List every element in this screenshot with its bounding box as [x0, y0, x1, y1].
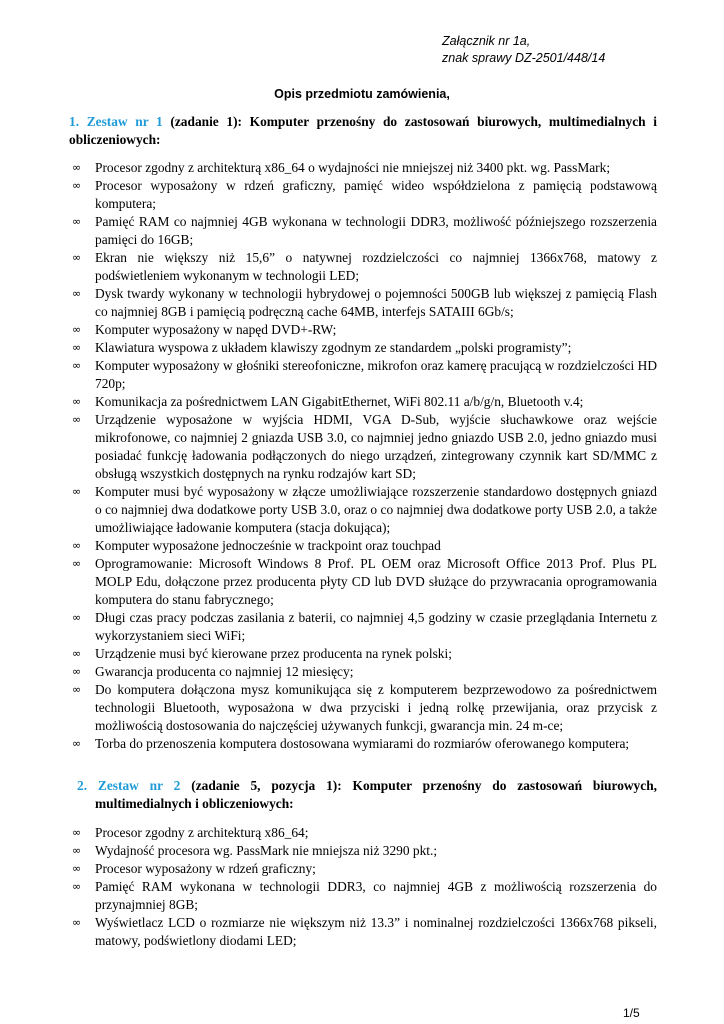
spec-list-item [0, 339, 657, 357]
attachment-number: Załącznik nr 1a, [442, 34, 531, 48]
spec-list-item [0, 681, 657, 735]
spec-list-item [0, 824, 657, 842]
spec-list-item [0, 321, 657, 339]
bullet-icon: ∞ [72, 844, 82, 857]
bullet-icon: ∞ [72, 215, 82, 228]
bullet-icon: ∞ [72, 880, 82, 893]
spec-text: Gwarancja producenta co najmniej 12 miesięcy; [95, 664, 354, 679]
section-1-spec-list [0, 159, 724, 753]
spec-list-item [0, 842, 657, 860]
bullet-icon: ∞ [72, 665, 82, 678]
spec-list-item [0, 914, 657, 950]
section-2-heading [77, 777, 657, 813]
spec-text: Pamięć RAM wykonana w technologii DDR3, co najmniej 4GB z możliwością rozszerzenia do przynajmniej 8GB; [95, 879, 657, 912]
bullet-icon: ∞ [72, 683, 82, 696]
spec-text: Wyświetlacz LCD o rozmiarze nie większym niż 13.3” i nominalnej rozdzielczości 1366x768 pikseli, matowy, podświetlony diodami LED; [95, 915, 657, 948]
spec-text: Długi czas pracy podczas zasilania z baterii, co najmniej 4,5 godziny w czasie przeglądania Internetu z wykorzystaniem sieci WiFi; [95, 610, 657, 643]
bullet-icon: ∞ [72, 161, 82, 174]
bullet-icon: ∞ [72, 611, 82, 624]
bullet-icon: ∞ [72, 539, 82, 552]
spec-text: Klawiatura wyspowa z układem klawiszy zgodnym ze standardem „polski programisty”; [95, 340, 572, 355]
spec-text: Procesor wyposażony w rdzeń graficzny; [95, 861, 316, 876]
section-2-number: 2. Zestaw nr 2 [77, 778, 181, 793]
section-2-description: (zadanie 5, pozycja 1): Komputer przenośny do zastosowań biurowych, multimedialnych i obliczeniowych: [95, 778, 657, 811]
spec-text: Torba do przenoszenia komputera dostosowana wymiarami do rozmiarów oferowanego komputera; [95, 736, 630, 751]
case-reference: znak sprawy DZ-2501/448/14 [442, 51, 606, 65]
bullet-icon: ∞ [72, 395, 82, 408]
spec-text: Komputer musi być wyposażony w złącze umożliwiające rozszerzenie standardowo dostępnych gniazd o co najmniej dwa dodatkowe porty USB 3.0, oraz o co najmniej dwa dodatkowe porty USB 2.0, a także umożliwiające ładowanie komputera (stacja dokująca); [95, 484, 657, 535]
bullet-icon: ∞ [72, 287, 82, 300]
attachment-header [442, 33, 605, 67]
spec-list-item [0, 860, 657, 878]
bullet-icon: ∞ [72, 359, 82, 372]
section-1-heading [69, 113, 657, 149]
bullet-icon: ∞ [72, 323, 82, 336]
spec-text: Do komputera dołączona mysz komunikująca się z komputerem bezprzewodowo za pośrednictwem technologii Bluetooth, wyposażona w dwa przyciski i jedną rolkę przewijania, oraz przycisk z możliwością dostosowania do najczęściej używanych funkcji, gwarancja min. 24 m-ce; [95, 682, 657, 733]
spec-text: Komunikacja za pośrednictwem LAN GigabitEthernet, WiFi 802.11 a/b/g/n, Bluetooth v.4; [95, 394, 584, 409]
spec-text: Procesor wyposażony w rdzeń graficzny, pamięć wideo współdzielona z pamięcią podstawową komputera; [95, 178, 657, 211]
bullet-icon: ∞ [72, 826, 82, 839]
bullet-icon: ∞ [72, 413, 82, 426]
spec-text: Dysk twardy wykonany w technologii hybrydowej o pojemności 500GB lub większej z pamięcią Flash co najmniej 8GB i pamięcią podręczną cache 64MB, interfejs SATAIII 6Gb/s; [95, 286, 657, 319]
spec-text: Ekran nie większy niż 15,6” o natywnej rozdzielczości co najmniej 1366x768, matowy z podświetleniem wykonanym w technologii LED; [95, 250, 657, 283]
bullet-icon: ∞ [72, 647, 82, 660]
spec-list-item [0, 159, 657, 177]
spec-text: Urządzenie musi być kierowane przez producenta na rynek polski; [95, 646, 452, 661]
bullet-icon: ∞ [72, 341, 82, 354]
spec-list-item [0, 555, 657, 609]
spec-list-item [0, 249, 657, 285]
spec-text: Urządzenie wyposażone w wyjścia HDMI, VGA D-Sub, wyjście słuchawkowe oraz wejście mikrofonowe, co najmniej 2 gniazda USB 3.0, co najmniej jedno gniazdo USB 2.0, jedno gniazdo musi posiadać funkcję ładowania podłączonych do niego urządzeń, zintegrowany czynnik kart SD/MMC z obsługą wszystkich dostępnych na rynku rodzajów kart SD; [95, 412, 657, 481]
bullet-icon: ∞ [72, 251, 82, 264]
spec-text: Oprogramowanie: Microsoft Windows 8 Prof. PL OEM oraz Microsoft Office 2013 Prof. Plus PL MOLP Edu, dołączone przez producenta płyty CD lub DVD służące do przywracania oprogramowania komputera do stanu fabrycznego; [95, 556, 657, 607]
spec-list-item [0, 609, 657, 645]
bullet-icon: ∞ [72, 557, 82, 570]
spec-text: Procesor zgodny z architekturą x86_64; [95, 825, 309, 840]
spec-list-item [0, 177, 657, 213]
spec-list-item [0, 645, 657, 663]
spec-text: Pamięć RAM co najmniej 4GB wykonana w technologii DDR3, możliwość późniejszego rozszerzenia pamięci do 16GB; [95, 214, 657, 247]
spec-list-item [0, 878, 657, 914]
spec-list-item [0, 393, 657, 411]
section-2-spec-list [0, 824, 724, 950]
spec-list-item [0, 537, 657, 555]
spec-text: Komputer wyposażony w napęd DVD+-RW; [95, 322, 337, 337]
page-number: 1/5 [623, 1006, 640, 1020]
spec-list-item [0, 357, 657, 393]
spec-list-item [0, 735, 657, 753]
document-title: Opis przedmiotu zamówienia, [274, 87, 450, 101]
spec-list-item [0, 213, 657, 249]
spec-text: Komputer wyposażone jednocześnie w trackpoint oraz touchpad [95, 538, 441, 553]
bullet-icon: ∞ [72, 179, 82, 192]
section-1-description: (zadanie 1): Komputer przenośny do zastosowań biurowych, multimedialnych i obliczeniowych: [69, 114, 657, 147]
bullet-icon: ∞ [72, 737, 82, 750]
spec-text: Procesor zgodny z architekturą x86_64 o wydajności nie mniejszej niż 3400 pkt. wg. PassMark; [95, 160, 611, 175]
spec-list-item [0, 483, 657, 537]
section-1-number: 1. Zestaw nr 1 [69, 114, 163, 129]
spec-list-item [0, 411, 657, 483]
spec-list-item [0, 663, 657, 681]
spec-list-item [0, 285, 657, 321]
spec-text: Komputer wyposażony w głośniki stereofoniczne, mikrofon oraz kamerę pracującą w rozdzielczości HD 720p; [95, 358, 657, 391]
bullet-icon: ∞ [72, 485, 82, 498]
bullet-icon: ∞ [72, 916, 82, 929]
bullet-icon: ∞ [72, 862, 82, 875]
spec-text: Wydajność procesora wg. PassMark nie mniejsza niż 3290 pkt.; [95, 843, 438, 858]
